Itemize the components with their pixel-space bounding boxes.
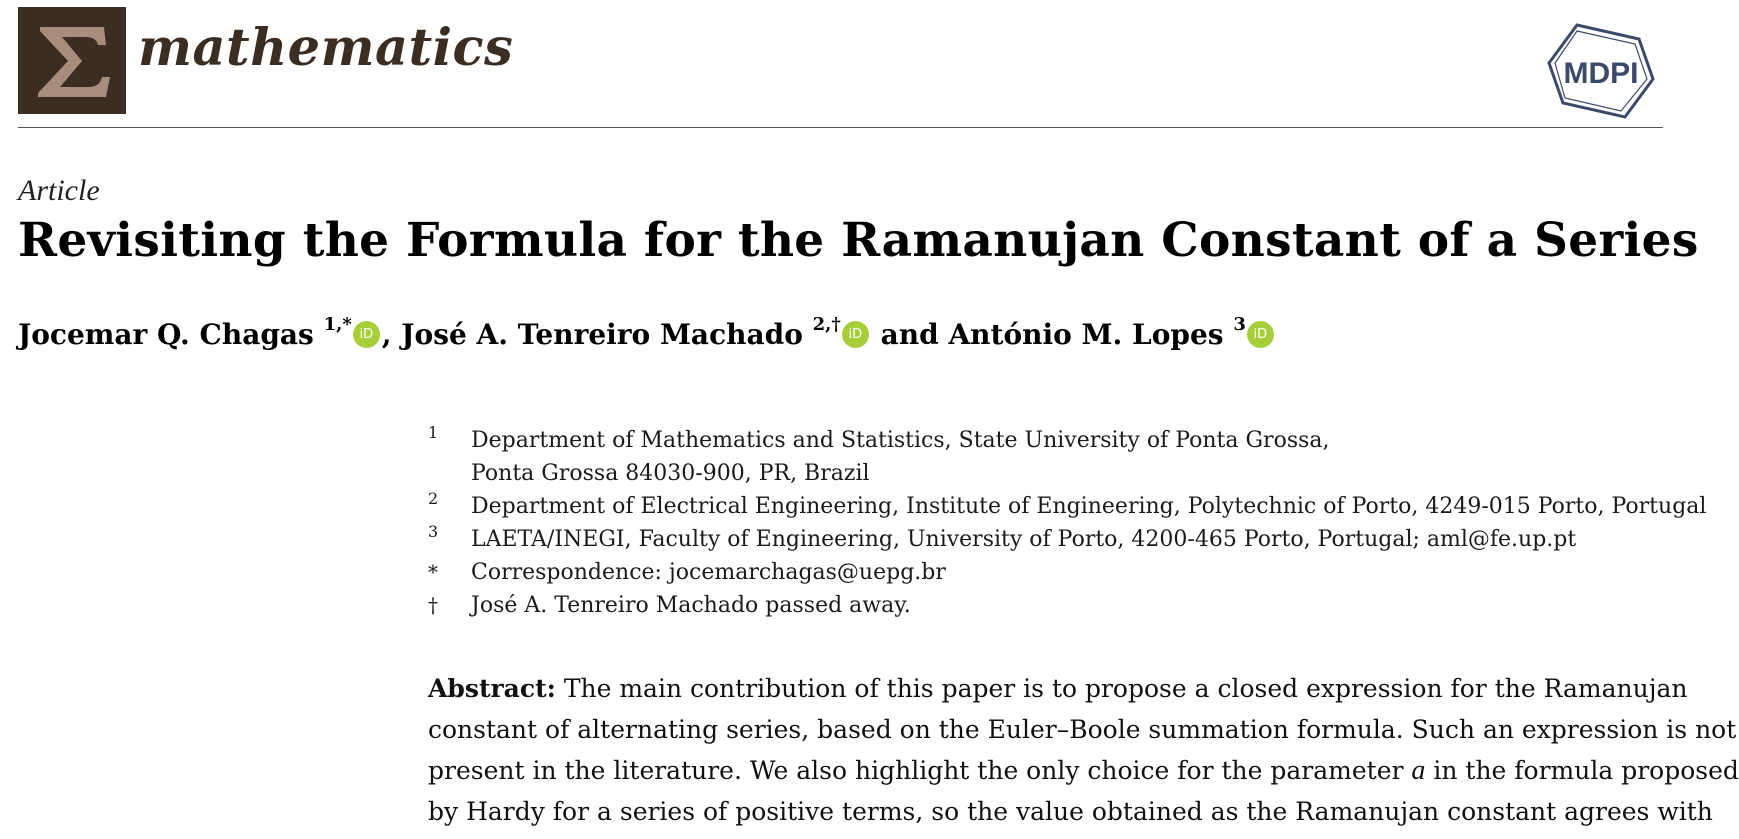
affiliation-marker: 3 xyxy=(428,522,439,541)
author-affiliation-marker: 3 xyxy=(1233,314,1246,335)
correspondence-item xyxy=(428,556,1668,589)
affiliation-text: Department of Mathematics and Statistics, State University of Ponta Grossa, xyxy=(471,428,1330,453)
author-name[interactable]: Jocemar Q. Chagas xyxy=(18,318,314,351)
author-list xyxy=(18,314,1276,352)
affiliation-item xyxy=(428,523,1668,556)
article-type: Article xyxy=(18,174,100,207)
affiliation-marker: 1 xyxy=(428,423,439,442)
affiliation-item xyxy=(428,489,1707,523)
dagger-marker: † xyxy=(428,593,438,617)
affiliation-text: Ponta Grossa 84030-900, PR, Brazil xyxy=(471,461,870,486)
author-name[interactable]: José A. Tenreiro Machado xyxy=(401,318,803,351)
journal-logo[interactable] xyxy=(18,7,126,114)
author-separator: and xyxy=(880,318,939,351)
abstract-line: constant of alternating series, based on the Euler–Boole summation formula. Such an expression is not xyxy=(428,715,1737,744)
abstract-line: by Hardy for a series of positive terms, so the value obtained as the Ramanujan constant agrees with xyxy=(428,797,1713,826)
affiliation-item xyxy=(428,424,1668,457)
paper-title: Revisiting the Formula for the Ramanujan Constant of a Series xyxy=(18,213,1699,268)
mdpi-logo-icon[interactable] xyxy=(1547,23,1655,119)
note-item xyxy=(428,589,1668,622)
affiliation-text: Department of Electrical Engineering, Institute of Engineering, Polytechnic of Porto, 4249-015 Porto, Portugal xyxy=(471,494,1707,519)
sigma-icon xyxy=(18,7,126,114)
affiliation-item xyxy=(428,457,1668,490)
affiliation-marker: 2 xyxy=(428,489,439,508)
mdpi-logo-text: MDPI xyxy=(1563,57,1639,90)
abstract-line xyxy=(428,750,1739,791)
author-name[interactable]: António M. Lopes xyxy=(948,318,1224,351)
header-divider xyxy=(18,127,1663,128)
journal-header xyxy=(18,7,1663,127)
affiliation-text[interactable]: LAETA/INEGI, Faculty of Engineering, University of Porto, 4200-465 Porto, Portugal; aml@fe.up.pt xyxy=(471,527,1577,552)
author-separator: , xyxy=(381,318,392,351)
abstract-text: The main contribution of this paper is to propose a closed expression for the Ramanujan xyxy=(563,674,1688,703)
orcid-icon[interactable]: iD xyxy=(842,321,869,348)
orcid-icon[interactable]: iD xyxy=(1247,321,1274,348)
orcid-icon[interactable]: iD xyxy=(353,321,380,348)
abstract-label: Abstract: xyxy=(428,674,556,703)
abstract-text: in the formula proposed xyxy=(1433,756,1739,785)
author-affiliation-marker: 2,† xyxy=(812,314,841,335)
journal-name[interactable]: mathematics xyxy=(138,18,514,78)
math-variable: a xyxy=(1411,755,1426,786)
affiliation-list xyxy=(428,423,1707,622)
abstract-line xyxy=(428,668,1688,709)
affiliation-marker: * xyxy=(428,560,438,584)
abstract-text: present in the literature. We also highlight the only choice for the parameter xyxy=(428,756,1404,785)
note-text: José A. Tenreiro Machado passed away. xyxy=(471,593,911,618)
author-affiliation-marker: 1,* xyxy=(323,314,352,335)
correspondence-text[interactable]: Correspondence: jocemarchagas@uepg.br xyxy=(471,560,946,585)
abstract xyxy=(428,668,1739,832)
